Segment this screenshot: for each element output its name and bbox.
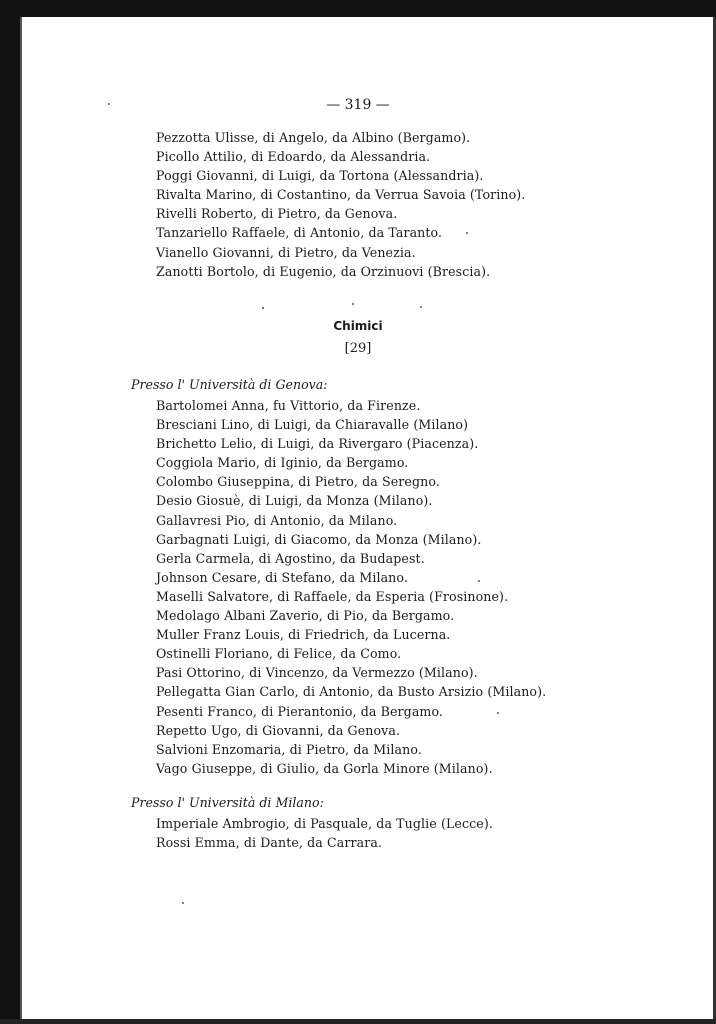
- scan-top-border: [0, 0, 716, 17]
- scan-left-shadow: [20, 17, 22, 1024]
- scan-speck: [497, 712, 499, 714]
- list-item: Garbagnati Luigi, di Giacomo, da Monza (Milano).: [156, 531, 482, 547]
- list-item: Imperiale Ambrogio, di Pasquale, da Tuglie (Lecce).: [156, 816, 493, 831]
- scan-speck: [478, 580, 480, 582]
- list-item: Picollo Attilio, di Edoardo, da Alessandria.: [156, 149, 431, 165]
- section-title: Chimici: [333, 319, 383, 333]
- list-item: Pezzotta Ulisse, di Angelo, da Albino (Bergamo).: [156, 130, 471, 145]
- scan-speck: [420, 306, 422, 308]
- genova-heading: Presso l' Università di Genova:: [131, 377, 328, 392]
- list-item: Maselli Salvatore, di Raffaele, da Esperia (Frosinone).: [156, 588, 509, 604]
- list-item: Salvioni Enzomaria, di Pietro, da Milano.: [156, 741, 422, 757]
- list-item: Repetto Ugo, di Giovanni, da Genova.: [156, 722, 401, 738]
- list-item: Pesenti Franco, di Pierantonio, da Bergamo.: [156, 703, 444, 719]
- list-item: Bresciani Lino, di Luigi, da Chiaravalle (Milano): [156, 417, 469, 433]
- list-item: Medolago Albani Zaverio, di Pio, da Bergamo.: [156, 608, 455, 624]
- page-number: — 319 —: [326, 97, 390, 113]
- list-item: Zanotti Bortolo, di Eugenio, da Orzinuovi (Brescia).: [156, 263, 491, 279]
- scan-bottom-border: [0, 1019, 716, 1024]
- list-item: Rivelli Roberto, di Pietro, da Genova.: [156, 206, 398, 222]
- scan-speck: [262, 307, 264, 309]
- list-item: Brichetto Lelio, di Luigi, da Rivergaro (Piacenza).: [156, 436, 479, 452]
- list-item: Pasi Ottorino, di Vincenzo, da Vermezzo (Milano).: [156, 665, 478, 681]
- list-item: Pellegatta Gian Carlo, di Antonio, da Busto Arsizio (Milano).: [156, 684, 547, 700]
- list-item: Poggi Giovanni, di Luigi, da Tortona (Alessandria).: [156, 168, 484, 184]
- milano-heading: Presso l' Università di Milano:: [131, 795, 324, 810]
- list-item: Johnson Cesare, di Stefano, da Milano.: [156, 569, 408, 585]
- scan-left-border: [0, 0, 20, 1024]
- list-item: Vianello Giovanni, di Pietro, da Venezia.: [156, 244, 416, 260]
- list-item: Coggiola Mario, di Iginio, da Bergamo.: [156, 455, 409, 471]
- milano-name-list: [156, 814, 493, 852]
- list-item: Desio Giosuè, di Luigi, da Monza (Milano).: [156, 493, 433, 509]
- section-count: [29]: [344, 341, 372, 356]
- list-item: Muller Franz Louis, di Friedrich, da Lucerna.: [156, 627, 451, 643]
- list-item: Vago Giuseppe, di Giulio, da Gorla Minore (Milano).: [156, 760, 493, 776]
- scan-speck: [466, 232, 468, 234]
- scan-speck: [352, 303, 354, 305]
- genova-name-list: [156, 396, 546, 778]
- top-name-list: [156, 128, 525, 281]
- list-item: Rivalta Marino, di Costantino, da Verrua Savoia (Torino).: [156, 187, 526, 203]
- list-item: Tanzariello Raffaele, di Antonio, da Taranto.: [156, 225, 443, 241]
- scan-speck: [108, 103, 110, 105]
- list-item: Gallavresi Pio, di Antonio, da Milano.: [156, 512, 398, 528]
- scan-speck: [182, 902, 184, 904]
- list-item: Bartolomei Anna, fu Vittorio, da Firenze.: [156, 398, 421, 413]
- list-item: Rossi Emma, di Dante, da Carrara.: [156, 835, 383, 851]
- list-item: Colombo Giuseppina, di Pietro, da Seregno.: [156, 474, 440, 490]
- list-item: Ostinelli Floriano, di Felice, da Como.: [156, 646, 402, 662]
- list-item: Gerla Carmela, di Agostino, da Budapest.: [156, 550, 425, 566]
